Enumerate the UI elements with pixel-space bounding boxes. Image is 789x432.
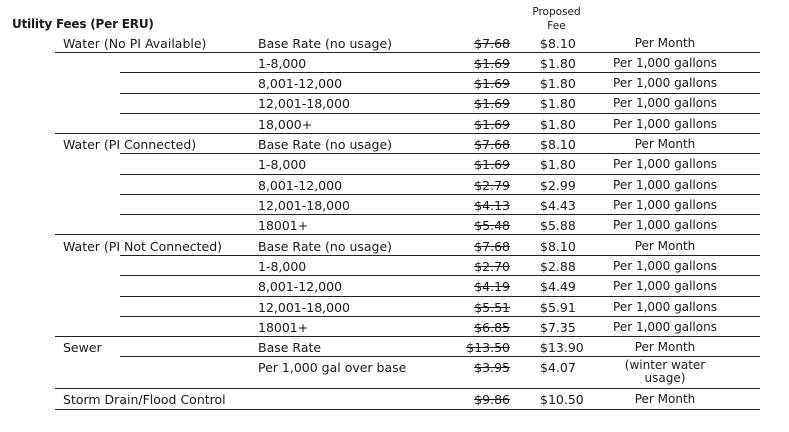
tier-cell: 1-8,000 xyxy=(258,56,307,71)
tier-cell: 1-8,000 xyxy=(258,259,307,274)
proposed-fee-cell: $4.49 xyxy=(540,279,576,294)
current-fee-cell: $3.95 xyxy=(474,360,510,375)
category-cell: Storm Drain/Flood Control xyxy=(63,392,226,407)
table-row xyxy=(0,277,789,298)
category-cell: Water (No PI Available) xyxy=(63,36,207,51)
proposed-fee-cell: $5.91 xyxy=(540,300,576,315)
row-divider xyxy=(120,174,760,175)
unit-cell: Per 1,000 gallons xyxy=(613,320,717,334)
proposed-fee-cell: $1.80 xyxy=(540,117,576,132)
proposed-fee-cell: $2.88 xyxy=(540,259,576,274)
proposed-fee-cell: $1.80 xyxy=(540,56,576,71)
unit-cell: Per Month xyxy=(634,392,696,406)
row-divider xyxy=(120,72,760,73)
row-divider xyxy=(55,409,760,410)
tier-cell: 18,000+ xyxy=(258,117,313,132)
unit-cell: Per 1,000 gallons xyxy=(613,96,717,110)
unit-cell: Per 1,000 gallons xyxy=(613,259,717,273)
proposed-fee-cell: $4.43 xyxy=(540,198,576,213)
current-fee-cell: $2.79 xyxy=(474,178,510,193)
row-divider xyxy=(120,316,760,317)
proposed-fee-cell: $5.88 xyxy=(540,218,576,233)
current-fee-cell: $4.13 xyxy=(474,198,510,213)
row-divider xyxy=(120,296,760,297)
tier-cell: 12,001-18,000 xyxy=(258,300,350,315)
unit-cell: Per 1,000 gallons xyxy=(613,218,717,232)
unit-cell: Per 1,000 gallons xyxy=(613,178,717,192)
tier-cell: Per 1,000 gal over base xyxy=(258,360,407,375)
current-fee-cell: $5.48 xyxy=(474,218,510,233)
tier-cell: Base Rate (no usage) xyxy=(258,137,393,152)
category-cell: Water (PI Not Connected) xyxy=(63,239,223,254)
unit-cell: Per 1,000 gallons xyxy=(613,198,717,212)
table-row xyxy=(0,94,789,115)
tier-cell: Base Rate xyxy=(258,340,322,355)
unit-cell: Per 1,000 gallons xyxy=(613,157,717,171)
tier-cell: 8,001-12,000 xyxy=(258,178,343,193)
tier-cell: Base Rate (no usage) xyxy=(258,36,393,51)
unit-cell: (winter water xyxy=(624,358,706,372)
proposed-fee-cell: $13.90 xyxy=(540,340,584,355)
tier-cell: 18001+ xyxy=(258,320,309,335)
unit-cell: Per 1,000 gallons xyxy=(613,56,717,70)
current-fee-cell: $7.68 xyxy=(474,137,510,152)
table-title: Utility Fees (Per ERU) xyxy=(12,17,154,31)
table-row xyxy=(0,74,789,95)
current-fee-cell: $13.50 xyxy=(466,340,510,355)
proposed-header-line2: Fee xyxy=(547,20,566,32)
proposed-header-line1: Proposed xyxy=(532,6,581,18)
unit-cell: Per 1,000 gallons xyxy=(613,279,717,293)
current-fee-cell: $6.85 xyxy=(474,320,510,335)
table-row xyxy=(0,358,789,385)
unit-cell: Per 1,000 gallons xyxy=(613,117,717,131)
row-divider xyxy=(120,255,760,256)
proposed-fee-cell: $1.80 xyxy=(540,96,576,111)
row-divider xyxy=(120,356,760,357)
category-cell: Sewer xyxy=(63,340,102,355)
current-fee-cell: $1.69 xyxy=(474,56,510,71)
tier-cell: 1-8,000 xyxy=(258,157,307,172)
category-cell: Water (PI Connected) xyxy=(63,137,197,152)
row-divider xyxy=(55,388,760,389)
current-fee-cell: $4.19 xyxy=(474,279,510,294)
table-row xyxy=(0,390,789,411)
tier-cell: 12,001-18,000 xyxy=(258,96,350,111)
current-fee-cell: $1.69 xyxy=(474,157,510,172)
current-fee-cell: $5.51 xyxy=(474,300,510,315)
unit-cell: Per Month xyxy=(634,239,696,253)
proposed-fee-cell: $8.10 xyxy=(540,137,576,152)
unit-cell: Per Month xyxy=(634,340,696,354)
proposed-fee-cell: $8.10 xyxy=(540,239,576,254)
current-fee-cell: $1.69 xyxy=(474,76,510,91)
row-divider xyxy=(120,194,760,195)
proposed-fee-cell: $1.80 xyxy=(540,76,576,91)
proposed-fee-cell: $4.07 xyxy=(540,360,576,375)
row-divider xyxy=(120,214,760,215)
tier-cell: 8,001-12,000 xyxy=(258,279,343,294)
unit-cell: Per Month xyxy=(634,36,696,50)
unit-cell: Per 1,000 gallons xyxy=(613,300,717,314)
unit-cell-line2: usage) xyxy=(644,371,686,385)
tier-cell: 12,001-18,000 xyxy=(258,198,350,213)
row-divider xyxy=(55,234,760,235)
unit-cell: Per 1,000 gallons xyxy=(613,76,717,90)
proposed-fee-cell: $8.10 xyxy=(540,36,576,51)
current-fee-cell: $1.69 xyxy=(474,117,510,132)
current-fee-cell: $7.68 xyxy=(474,239,510,254)
unit-cell: Per Month xyxy=(634,137,696,151)
row-divider xyxy=(120,113,760,114)
current-fee-cell: $7.68 xyxy=(474,36,510,51)
row-divider xyxy=(120,93,760,94)
tier-cell: 8,001-12,000 xyxy=(258,76,343,91)
current-fee-cell: $2.70 xyxy=(474,259,510,274)
tier-cell: 18001+ xyxy=(258,218,309,233)
row-divider xyxy=(55,133,760,134)
proposed-fee-cell: $1.80 xyxy=(540,157,576,172)
tier-cell: Base Rate (no usage) xyxy=(258,239,393,254)
row-divider xyxy=(120,275,760,276)
row-divider xyxy=(55,52,247,53)
proposed-fee-cell: $10.50 xyxy=(540,392,584,407)
table-row xyxy=(0,155,789,176)
proposed-fee-cell: $2.99 xyxy=(540,178,576,193)
current-fee-cell: $1.69 xyxy=(474,96,510,111)
row-divider xyxy=(55,336,760,337)
row-divider xyxy=(120,153,760,154)
current-fee-cell: $9.86 xyxy=(474,392,510,407)
proposed-fee-cell: $7.35 xyxy=(540,320,576,335)
